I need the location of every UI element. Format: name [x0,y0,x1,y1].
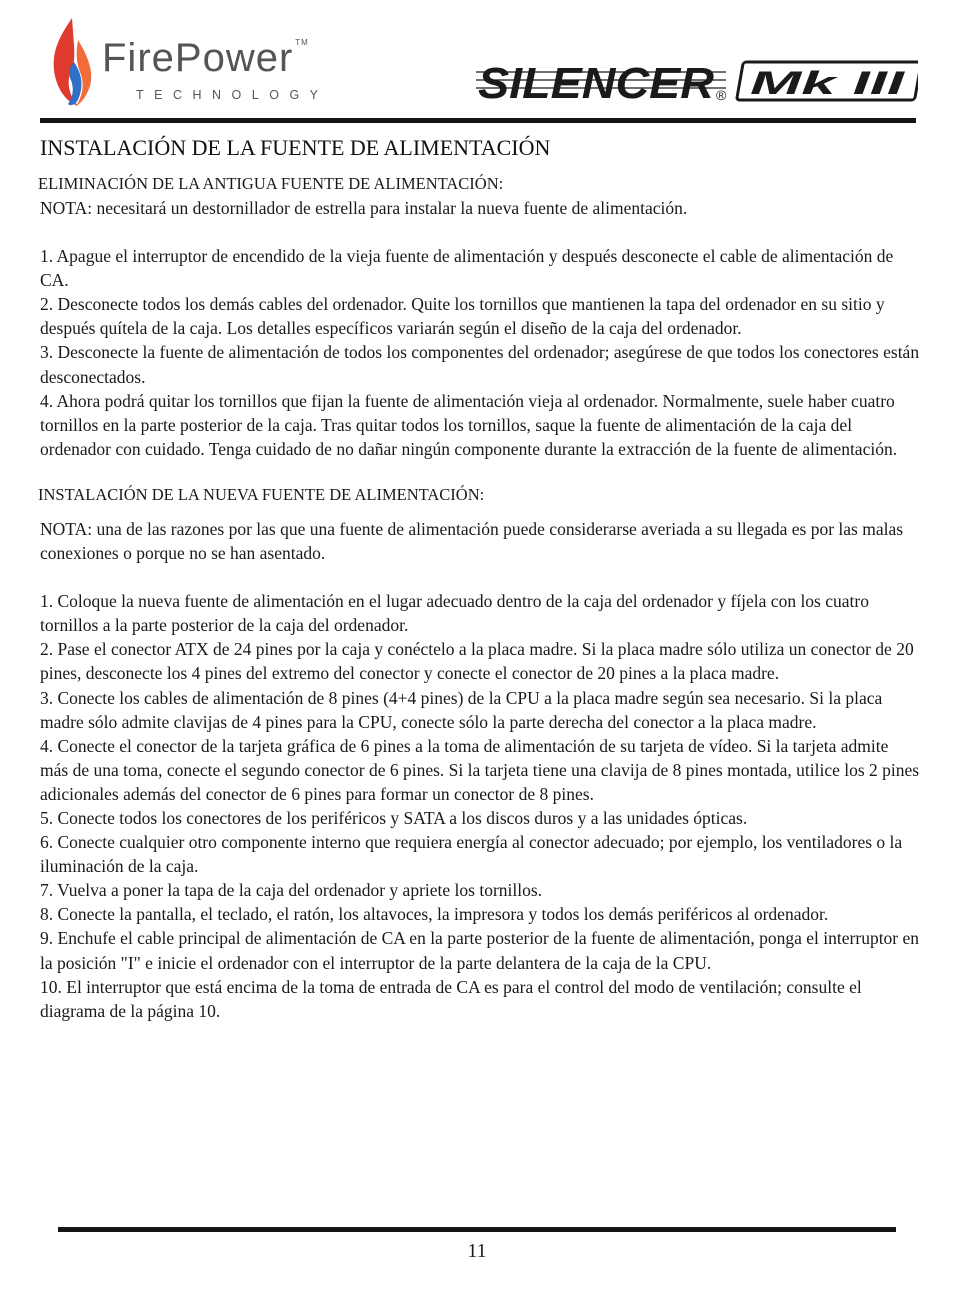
flame-logo-icon [48,16,96,108]
install-step: 9. Enchufe el cable principal de alimentación de CA en la parte posterior de la fuente de alimentación, ponga el interruptor en la posición "I" e inicie el ordenador con el interruptor de la parte delantera de la caja de la CPU. [40,928,920,973]
install-step: 3. Conecte los cables de alimentación de 8 pines (4+4 pines) de la CPU a la placa madre según sea necesario. Si la placa madre sólo admite clavijas de 4 pines para la CPU, conecte sólo la parte derecha del conector a la placa madre. [40,687,883,732]
removal-step: 1. Apague el interruptor de encendido de la vieja fuente de alimentación y después desconecte el cable de alimentación de CA. [40,246,894,291]
trademark-sign: TM [295,38,309,47]
registered-mark: ® [716,87,727,103]
install-step: 10. El interruptor que está encima de la toma de entrada de CA es para el control del modo de ventilación; consulte el diagrama de la página 10. [40,976,862,1021]
page-title: INSTALACIÓN DE LA FUENTE DE ALIMENTACIÓN [40,135,551,160]
install-step: 4. Conecte el conector de la tarjeta gráfica de 6 pines a la toma de alimentación de su tarjeta de vídeo. Si la tarjeta admite más de una toma, conecte el segundo conector de 6 pines. Si la tarjeta tiene una clavija de 8 pines montada, utilice los 2 pines adicionales además del conector de 6 pines para formar un conector de 8 pines. [40,735,920,804]
page-header [0,0,954,125]
mk3-badge [737,62,918,101]
install-step: 8. Conecte la pantalla, el teclado, el ratón, los altavoces, la impresora y todos los demás periféricos al ordenador. [40,904,829,925]
install-section [40,483,920,1023]
firepower-wordmark [102,38,309,78]
silencer-mk3-logo [476,58,918,104]
page-number: 11 [467,1240,487,1262]
removal-step: 3. Desconecte la fuente de alimentación de todos los componentes del ordenador; asegúrese de que todos los conectores están desconectados. [40,342,920,387]
brand-subtitle: TECHNOLOGY [136,88,329,102]
removal-note: NOTA: necesitará un destornillador de estrella para instalar la nueva fuente de alimentación. [40,198,688,218]
install-step: 5. Conecte todos los conectores de los periféricos y SATA a los discos duros y a las unidades ópticas. [40,807,748,828]
product-name: SILENCER [478,59,715,104]
brand-name: FirePower [102,36,294,80]
header-rule [40,118,916,123]
install-step: 1. Coloque la nueva fuente de alimentación en el lugar adecuado dentro de la caja del ordenador y fíjela con los cuatro tornillos a la parte posterior de la caja del ordenador. [40,591,869,636]
install-step: 7. Vuelva a poner la tapa de la caja del ordenador y apriete los tornillos. [40,880,543,901]
install-step: 2. Pase el conector ATX de 24 pines por la caja y conéctelo a la placa madre. Si la placa madre sólo utiliza un conector de 20 pines, desconecte los 4 pines del extremo del conector y conecte el conector de 20 pines a la placa madre. [40,639,914,684]
install-heading: INSTALACIÓN DE LA NUEVA FUENTE DE ALIMENTACIÓN: [38,484,485,504]
footer-rule [58,1227,896,1232]
removal-step: 2. Desconecte todos los demás cables del ordenador. Quite los tornillos que mantienen la tapa del ordenador en su sitio y después quítela de la caja. Los detalles específicos variarán según el diseño de la caja del ordenador. [40,294,885,339]
product-mark: Mk III [750,65,907,101]
install-step: 6. Conecte cualquier otro componente interno que requiera energía al conector adecuado; por ejemplo, los ventiladores o la iluminación de la caja. [40,832,903,877]
removal-heading: ELIMINACIÓN DE LA ANTIGUA FUENTE DE ALIMENTACIÓN: [38,174,504,193]
removal-step: 4. Ahora podrá quitar los tornillos que fijan la fuente de alimentación vieja al ordenador. Normalmente, suele haber cuatro tornillos en la parte posterior de la caja. Tras quitar todos los tornillos, saque la fuente de alimentación de la caja del ordenador con cuidado. Tenga cuidado de no dañar ningún componente durante la extracción de la fuente de alimentación. [40,390,898,459]
install-note: NOTA: una de las razones por las que una fuente de alimentación puede considerarse averiada a su llegada es por las malas conexiones o porque no se han asentado. [40,518,904,564]
page-content [40,133,920,1023]
removal-section [40,172,920,461]
